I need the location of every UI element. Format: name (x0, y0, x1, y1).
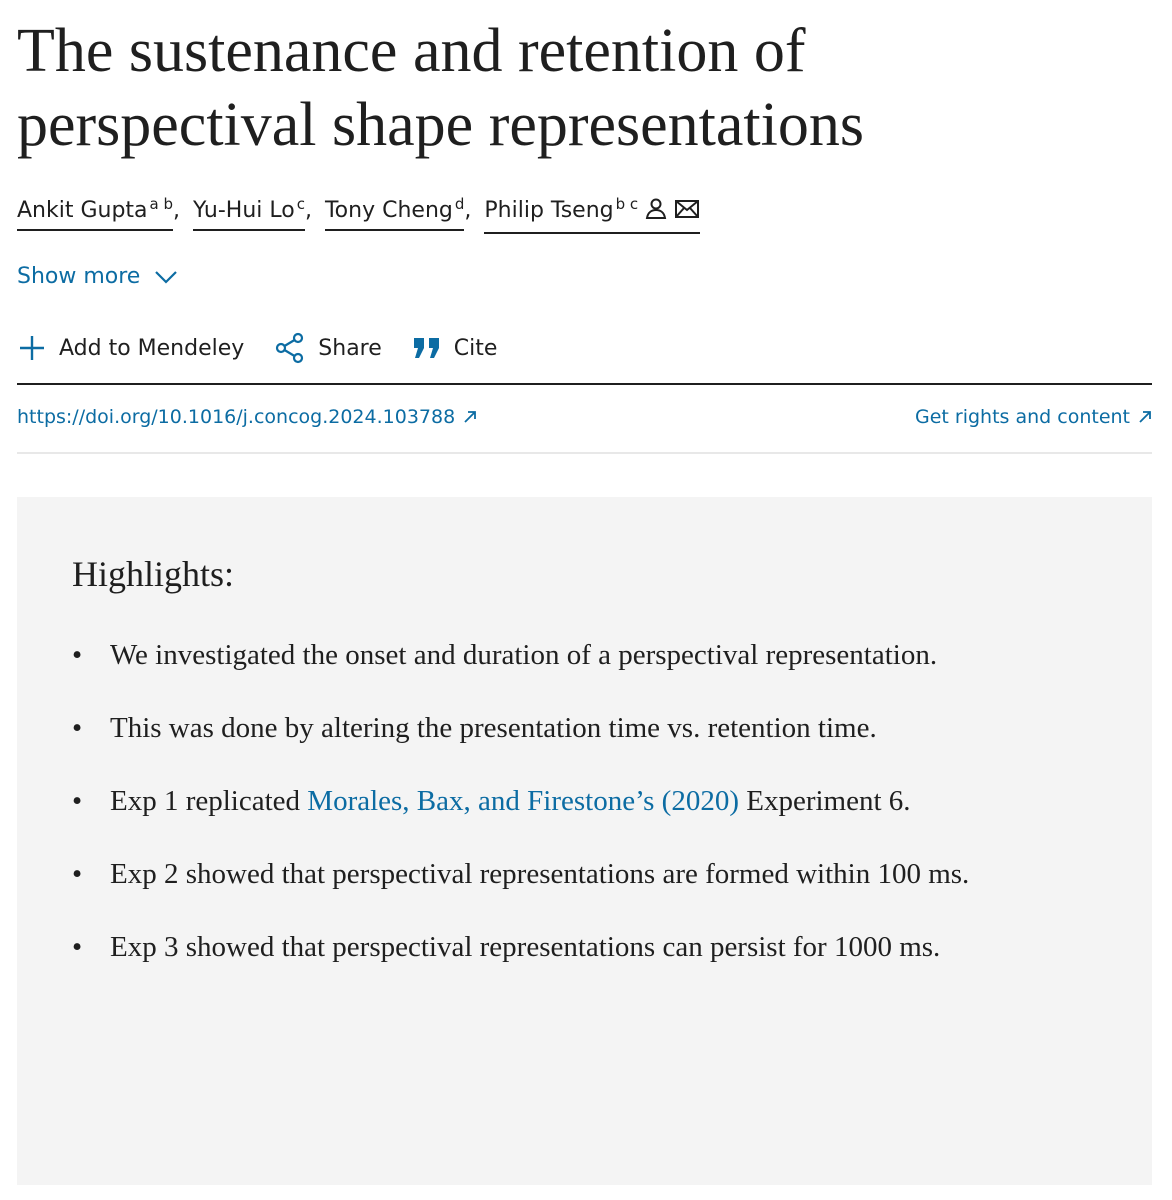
author-separator: , (464, 198, 472, 223)
highlight-text-pre: Exp 1 replicated (110, 785, 308, 817)
highlight-item (72, 925, 972, 970)
quote-icon (412, 335, 442, 361)
author-separator: , (173, 198, 181, 223)
person-icon (644, 196, 668, 231)
author-separator: , (304, 198, 312, 223)
get-rights-link[interactable] (915, 406, 1152, 428)
highlight-item (72, 706, 972, 751)
divider (17, 383, 1152, 385)
author-link-4[interactable] (484, 194, 700, 234)
share-icon (274, 332, 306, 364)
cite-label: Cite (453, 335, 498, 361)
highlight-item (72, 779, 972, 824)
bullet: • (72, 858, 83, 890)
highlight-item (72, 633, 972, 678)
divider (17, 452, 1152, 454)
author-name: Ankit Gupta (17, 198, 148, 223)
cite-button[interactable] (412, 335, 498, 361)
external-link-icon (463, 410, 477, 424)
author-name: Philip Tseng (484, 198, 614, 223)
bullet: • (72, 639, 83, 671)
highlights-panel (17, 497, 1152, 1185)
author-link-3[interactable] (325, 194, 464, 231)
author-affiliation: d (454, 195, 465, 213)
author-affiliation: b c (615, 195, 639, 213)
bullet: • (72, 712, 83, 744)
author-affiliation: a b (149, 195, 174, 213)
author-link-1[interactable] (17, 194, 173, 231)
highlights-list (72, 633, 972, 998)
chevron-down-icon (154, 269, 178, 285)
bullet: • (72, 785, 83, 817)
author-list (17, 194, 700, 234)
highlights-title: Highlights: (72, 554, 235, 594)
highlight-text: We investigated the onset and duration of a perspectival representation. (110, 639, 938, 671)
envelope-icon (674, 197, 700, 231)
author-link-2[interactable] (193, 194, 305, 231)
mendeley-label: Add to Mendeley (59, 335, 245, 361)
highlight-item (72, 852, 972, 897)
show-more-button[interactable] (17, 264, 178, 289)
share-label: Share (318, 335, 382, 361)
reference-link[interactable]: Morales, Bax, and Firestone’s (2020) (307, 785, 739, 817)
author-affiliation: c (296, 195, 305, 213)
doi-text: https://doi.org/10.1016/j.concog.2024.103788 (17, 406, 456, 428)
bullet: • (72, 931, 83, 963)
rights-text: Get rights and content (914, 406, 1130, 428)
author-name: Tony Cheng (324, 198, 453, 223)
highlight-text-post: Experiment 6. (738, 785, 911, 817)
highlight-text: Exp 2 showed that perspectival representations are formed within 100 ms. (110, 858, 970, 890)
highlight-text: Exp 3 showed that perspectival representations can persist for 1000 ms. (110, 931, 941, 963)
add-to-mendeley-button[interactable] (17, 333, 244, 363)
show-more-label: Show more (17, 264, 141, 289)
doi-link[interactable] (17, 406, 477, 428)
plus-icon (17, 333, 47, 363)
share-button[interactable] (274, 332, 382, 364)
highlight-text: This was done by altering the presentation time vs. retention time. (110, 712, 877, 744)
article-title: The sustenance and retention of perspectival shape representations (17, 17, 864, 159)
author-name: Yu-Hui Lo (193, 198, 295, 223)
article-toolbar (17, 332, 527, 364)
external-link-icon (1138, 410, 1152, 424)
